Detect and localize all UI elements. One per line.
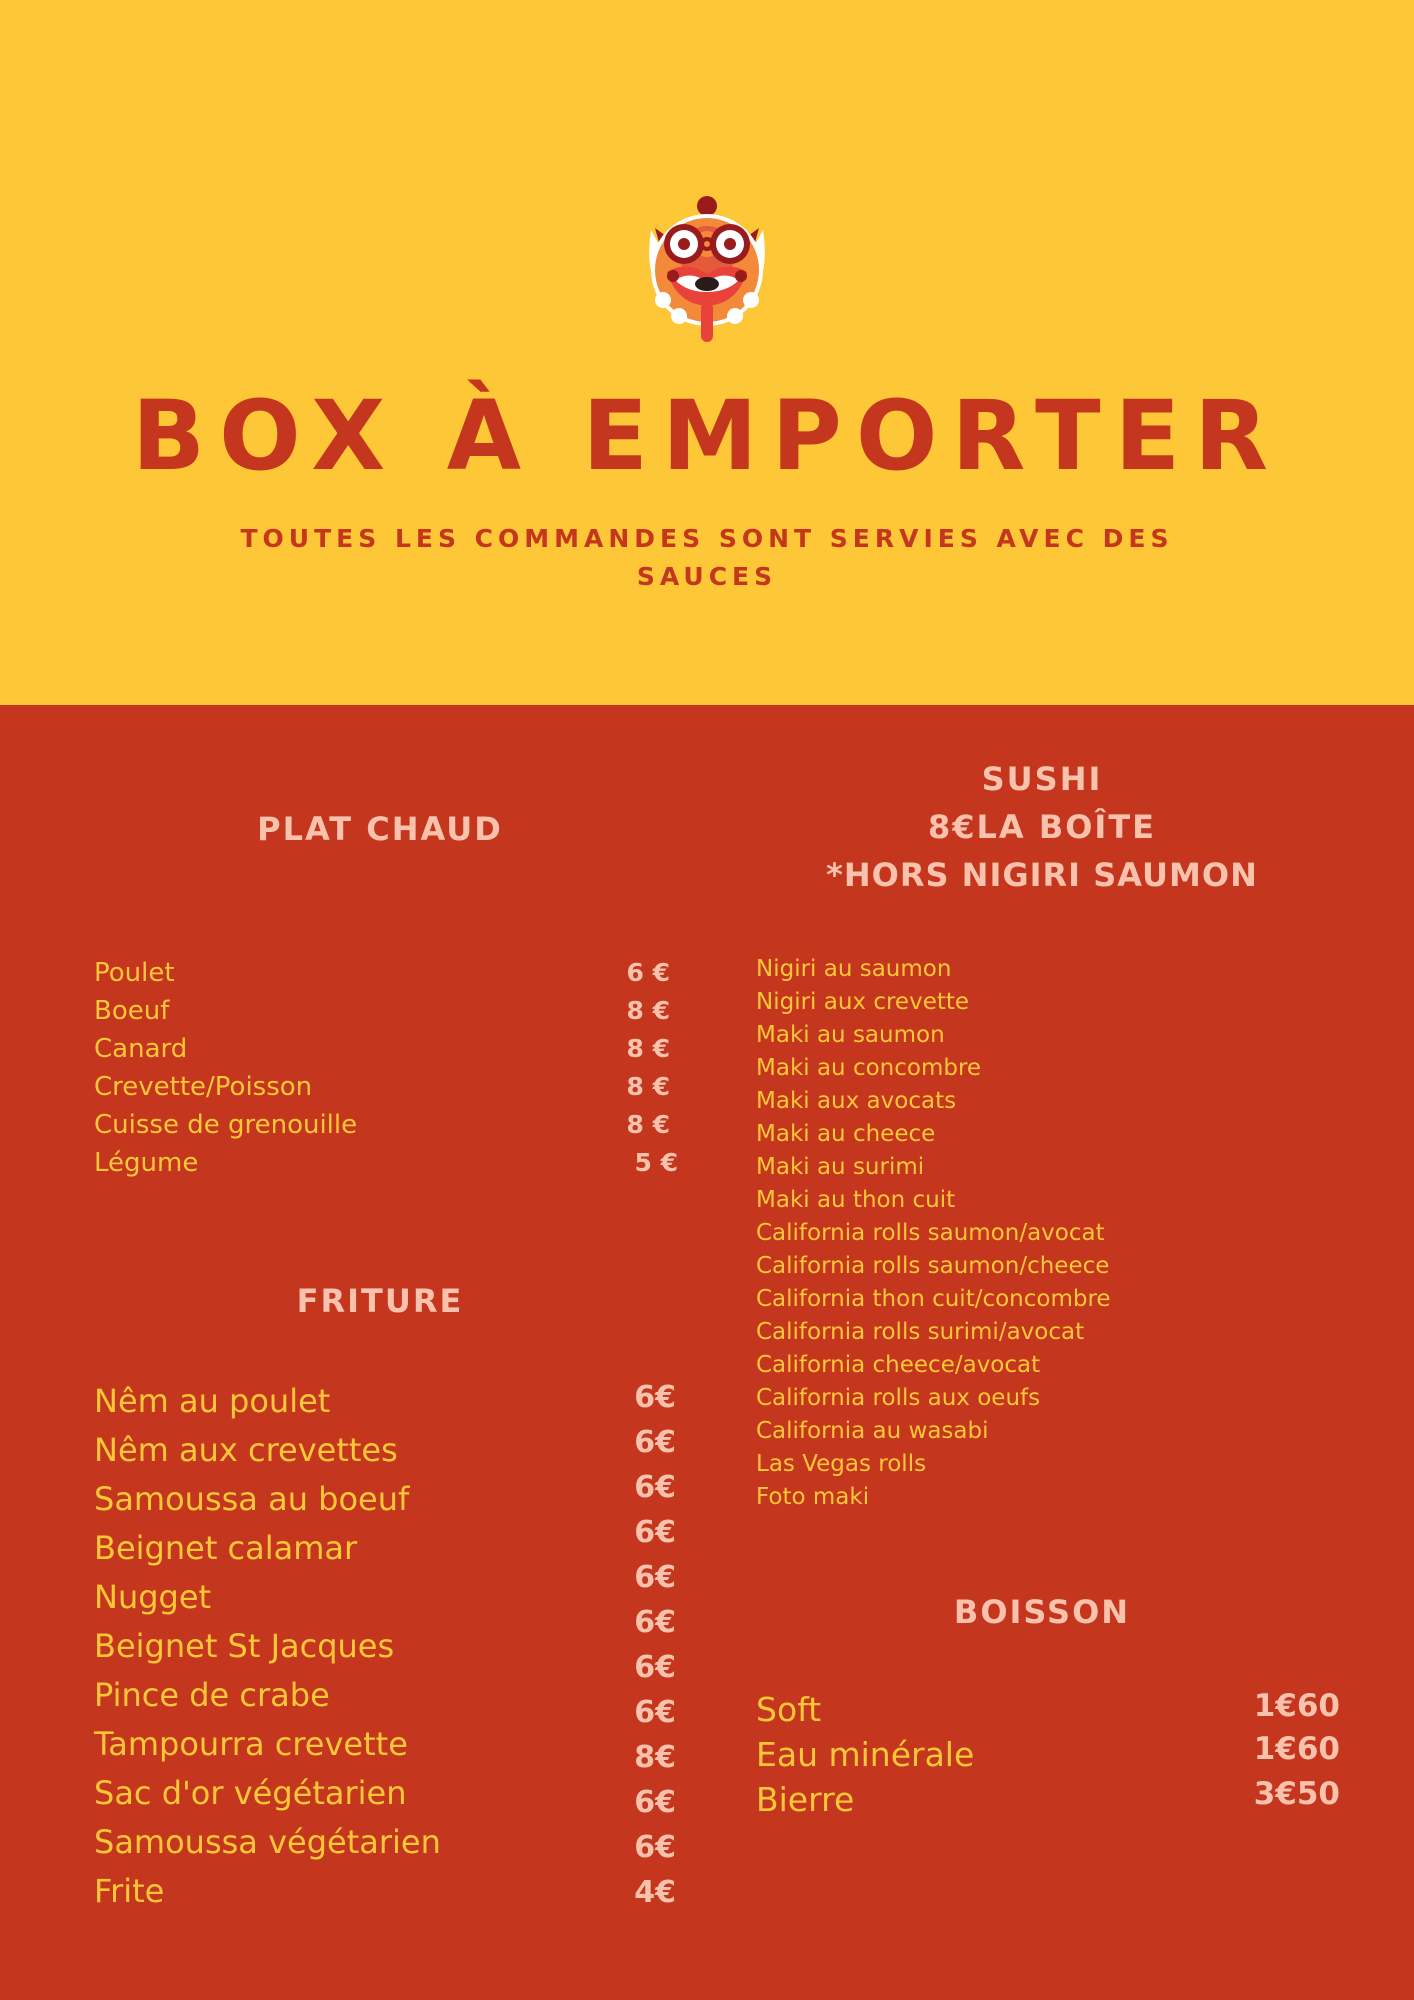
item-price: 4€ bbox=[634, 1875, 676, 1910]
boisson-heading: BOISSON bbox=[953, 1593, 1131, 1631]
subtitle-line-2: SAUCES bbox=[636, 562, 778, 591]
list-item: Maki aux avocats bbox=[756, 1088, 957, 1114]
list-item: Maki au thon cuit bbox=[756, 1187, 956, 1213]
list-item: Samoussa végétarien bbox=[94, 1823, 441, 1861]
list-item: Bierre bbox=[756, 1780, 855, 1819]
list-item: Beignet St Jacques bbox=[94, 1627, 395, 1665]
item-price: 6€ bbox=[634, 1695, 676, 1730]
item-price: 1€60 bbox=[1253, 1731, 1340, 1767]
list-item: Las Vegas rolls bbox=[756, 1451, 927, 1477]
list-item: Nêm aux crevettes bbox=[94, 1431, 398, 1469]
item-price: 3€50 bbox=[1253, 1776, 1340, 1812]
sushi-price-heading: 8€LA BOÎTE bbox=[927, 808, 1156, 846]
item-price: 8 € bbox=[626, 996, 670, 1025]
list-item: Canard bbox=[94, 1034, 188, 1064]
sushi-note-heading: *HORS NIGIRI SAUMON bbox=[826, 856, 1258, 894]
list-item: Foto maki bbox=[756, 1484, 870, 1510]
item-price: 6€ bbox=[634, 1560, 676, 1595]
item-price: 6€ bbox=[634, 1515, 676, 1550]
list-item: Maki au cheece bbox=[756, 1121, 936, 1147]
header-section bbox=[0, 0, 1414, 705]
item-price: 5 € bbox=[634, 1148, 678, 1177]
item-price: 6€ bbox=[634, 1650, 676, 1685]
subtitle-line-1: TOUTES LES COMMANDES SONT SERVIES AVEC DES bbox=[240, 524, 1174, 553]
list-item: California rolls aux oeufs bbox=[756, 1385, 1041, 1411]
item-price: 8 € bbox=[626, 1034, 670, 1063]
list-item: Poulet bbox=[94, 958, 175, 988]
friture-heading: FRITURE bbox=[296, 1282, 464, 1320]
list-item: Boeuf bbox=[94, 996, 170, 1026]
list-item: Samoussa au boeuf bbox=[94, 1480, 410, 1518]
list-item: Maki au surimi bbox=[756, 1154, 925, 1180]
list-item: Frite bbox=[94, 1872, 165, 1910]
sushi-heading: SUSHI bbox=[981, 760, 1103, 798]
list-item: California rolls saumon/cheece bbox=[756, 1253, 1110, 1279]
list-item: Nêm au poulet bbox=[94, 1382, 331, 1420]
list-item: California rolls saumon/avocat bbox=[756, 1220, 1105, 1246]
item-price: 6€ bbox=[634, 1380, 676, 1415]
list-item: Sac d'or végétarien bbox=[94, 1774, 407, 1812]
list-item: California thon cuit/concombre bbox=[756, 1286, 1111, 1312]
list-item: Tampourra crevette bbox=[94, 1725, 408, 1763]
list-item: Nugget bbox=[94, 1578, 212, 1616]
list-item: California cheece/avocat bbox=[756, 1352, 1041, 1378]
item-price: 6 € bbox=[626, 958, 670, 987]
list-item: California rolls surimi/avocat bbox=[756, 1319, 1085, 1345]
list-item: Cuisse de grenouille bbox=[94, 1110, 358, 1140]
item-price: 6€ bbox=[634, 1470, 676, 1505]
item-price: 6€ bbox=[634, 1830, 676, 1865]
item-price: 8 € bbox=[626, 1110, 670, 1139]
item-price: 8€ bbox=[634, 1740, 676, 1775]
list-item: Maki au concombre bbox=[756, 1055, 982, 1081]
list-item: Nigiri aux crevette bbox=[756, 989, 970, 1015]
list-item: Maki au saumon bbox=[756, 1022, 945, 1048]
item-price: 8 € bbox=[626, 1072, 670, 1101]
list-item: Soft bbox=[756, 1690, 822, 1729]
list-item: Crevette/Poisson bbox=[94, 1072, 313, 1102]
list-item: California au wasabi bbox=[756, 1418, 989, 1444]
list-item: Légume bbox=[94, 1148, 199, 1178]
lion-dance-mask-icon bbox=[637, 192, 777, 344]
list-item: Nigiri au saumon bbox=[756, 956, 952, 982]
item-price: 6€ bbox=[634, 1425, 676, 1460]
list-item: Eau minérale bbox=[756, 1735, 975, 1774]
plat-chaud-heading: PLAT CHAUD bbox=[257, 810, 503, 848]
item-price: 6€ bbox=[634, 1605, 676, 1640]
list-item: Pince de crabe bbox=[94, 1676, 330, 1714]
list-item: Beignet calamar bbox=[94, 1529, 358, 1567]
subtitle bbox=[220, 520, 1194, 596]
item-price: 6€ bbox=[634, 1785, 676, 1820]
item-price: 1€60 bbox=[1253, 1688, 1340, 1724]
page-title: BOX À EMPORTER bbox=[131, 380, 1283, 492]
